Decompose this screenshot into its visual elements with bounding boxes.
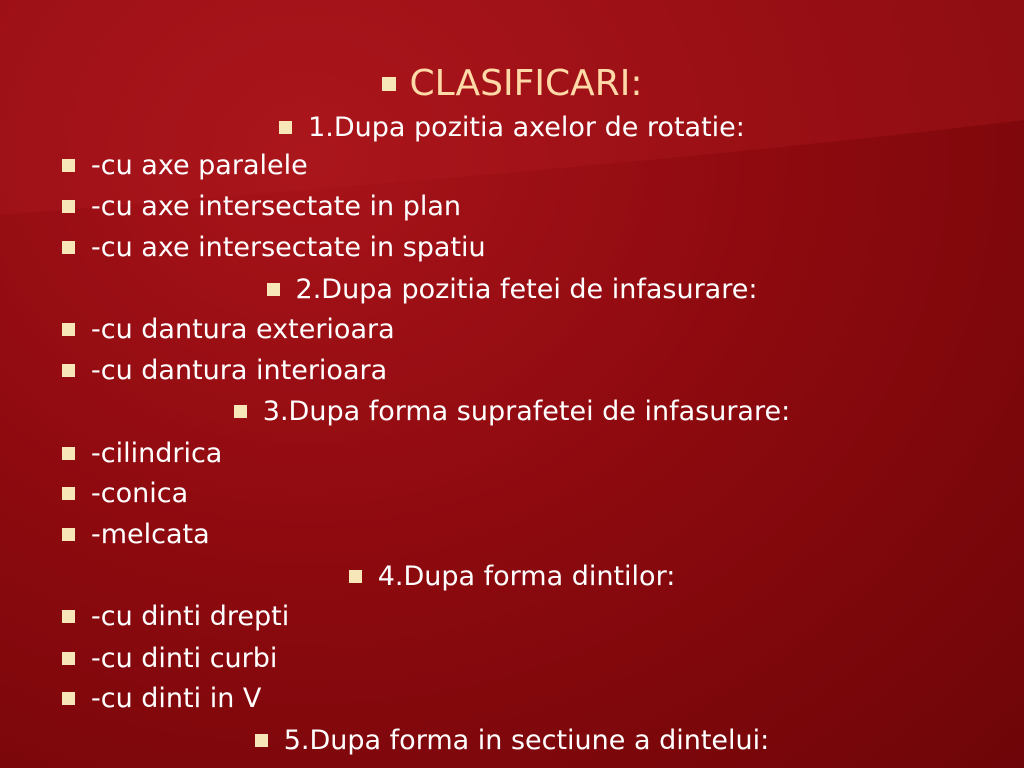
heading-text: 3.Dupa forma suprafetei de infasurare: xyxy=(262,396,791,427)
square-bullet-icon xyxy=(62,487,75,500)
square-bullet-icon xyxy=(349,570,362,583)
list-item xyxy=(62,480,188,507)
list-item-text: -cu dinti in V xyxy=(91,683,262,714)
list-item xyxy=(62,521,210,548)
list-item-text: -melcata xyxy=(91,519,210,550)
heading-line xyxy=(0,727,1024,754)
list-item-text: -cu dantura interioara xyxy=(91,355,388,386)
slide-title-text: CLASIFICARI: xyxy=(409,63,643,104)
square-bullet-icon xyxy=(62,323,75,336)
square-bullet-icon xyxy=(382,77,396,91)
list-item-text: -cilindrica xyxy=(91,438,223,469)
list-item xyxy=(62,316,395,343)
square-bullet-icon xyxy=(279,121,292,134)
square-bullet-icon xyxy=(62,447,75,460)
heading-text: 1.Dupa pozitia axelor de rotatie: xyxy=(308,112,745,143)
list-item xyxy=(62,440,222,467)
square-bullet-icon xyxy=(62,364,75,377)
list-item xyxy=(62,152,308,179)
list-item-text: -conica xyxy=(91,478,189,509)
list-item xyxy=(62,603,289,630)
heading-line xyxy=(0,398,1024,425)
heading-text: 5.Dupa forma in sectiune a dintelui: xyxy=(283,725,770,756)
list-item-text: -cu axe intersectate in plan xyxy=(91,191,462,222)
square-bullet-icon xyxy=(62,159,75,172)
list-item xyxy=(62,357,387,384)
heading-text: 2.Dupa pozitia fetei de infasurare: xyxy=(295,274,758,305)
list-item-text: -cu dinti drepti xyxy=(91,601,290,632)
list-item xyxy=(62,645,277,672)
square-bullet-icon xyxy=(267,283,280,296)
list-item xyxy=(62,234,486,261)
heading-text: 4.Dupa forma dintilor: xyxy=(377,561,676,592)
square-bullet-icon xyxy=(255,734,268,747)
square-bullet-icon xyxy=(234,405,247,418)
list-item xyxy=(62,685,261,712)
list-item xyxy=(62,193,461,220)
square-bullet-icon xyxy=(62,652,75,665)
list-item-text: -cu axe intersectate in spatiu xyxy=(91,232,486,263)
list-item-text: -cu dantura exterioara xyxy=(91,314,395,345)
square-bullet-icon xyxy=(62,610,75,623)
heading-line xyxy=(0,276,1024,303)
square-bullet-icon xyxy=(62,241,75,254)
slide-title xyxy=(0,63,1024,104)
heading-line xyxy=(0,114,1024,141)
list-item-text: -cu axe paralele xyxy=(91,150,308,181)
square-bullet-icon xyxy=(62,692,75,705)
square-bullet-icon xyxy=(62,528,75,541)
square-bullet-icon xyxy=(62,200,75,213)
heading-line xyxy=(0,563,1024,590)
list-item-text: -cu dinti curbi xyxy=(91,643,278,674)
